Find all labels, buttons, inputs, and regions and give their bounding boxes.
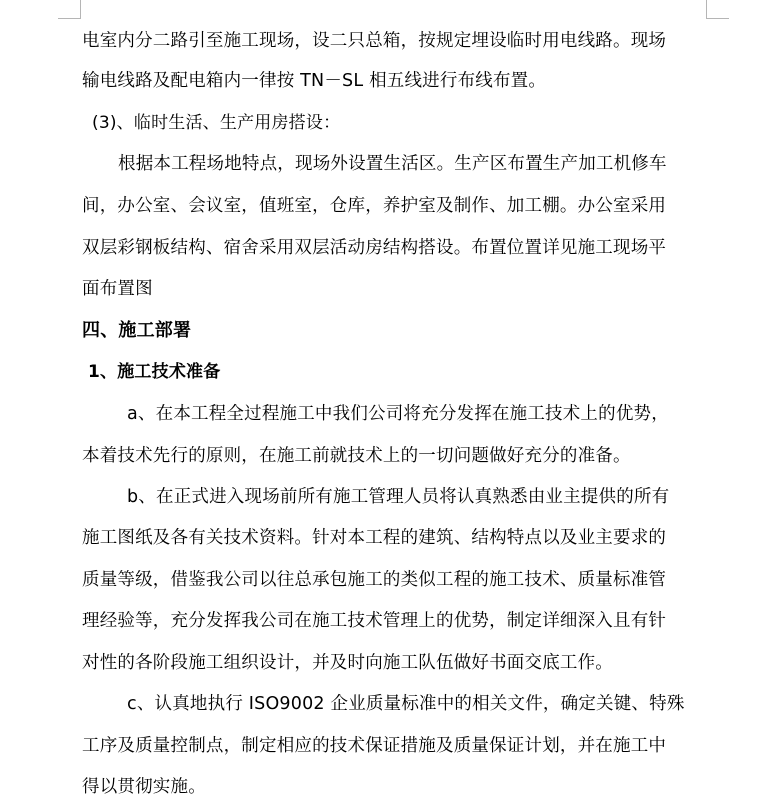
- chapter-heading: 四、施工部署: [82, 320, 192, 341]
- margin-corner-mark-top-right: [706, 0, 729, 19]
- body-text-line: b、在正式进入现场前所有施工管理人员将认真熟悉由业主提供的所有: [127, 487, 670, 507]
- body-text-line: 对性的各阶段施工组织设计，并及时向施工队伍做好书面交底工作。: [82, 653, 613, 673]
- body-text-line: c、认真地执行 ISO9002 企业质量标准中的相关文件，确定关键、特殊: [127, 694, 685, 714]
- body-text-line: 质量等级，借鉴我公司以往总承包施工的类似工程的施工技术、质量标准管: [82, 570, 667, 590]
- body-text-line: 双层彩钢板结构、宿舍采用双层活动房结构搭设。布置位置详见施工现场平: [82, 238, 667, 258]
- body-text-line: 施工图纸及各有关技术资料。针对本工程的建筑、结构特点以及业主要求的: [82, 528, 667, 548]
- body-text-line: 输电线路及配电箱内一律按 TN－SL 相五线进行布线布置。: [82, 71, 547, 91]
- margin-corner-mark-top-left: [58, 0, 81, 19]
- body-text-line: 面布置图: [82, 279, 153, 299]
- body-text-line: 得以贯彻实施。: [82, 777, 206, 797]
- section-heading: (3)、临时生活、生产用房搭设：: [92, 113, 341, 133]
- sub-heading: 1、施工技术准备: [88, 362, 221, 382]
- body-text-line: 本着技术先行的原则，在施工前就技术上的一切问题做好充分的准备。: [82, 446, 631, 466]
- body-text-line: 工序及质量控制点，制定相应的技术保证措施及质量保证计划，并在施工中: [82, 736, 667, 756]
- body-text-line: a、在本工程全过程施工中我们公司将充分发挥在施工技术上的优势，: [127, 404, 669, 424]
- body-text-line: 间，办公室、会议室，值班室，仓库，养护室及制作、加工棚。办公室采用: [82, 196, 667, 216]
- body-text-line: 理经验等，充分发挥我公司在施工技术管理上的优势，制定详细深入且有针: [82, 611, 667, 631]
- body-text-line: 电室内分二路引至施工现场，设二只总箱，按规定埋设临时用电线路。现场: [82, 31, 667, 51]
- body-text-line: 根据本工程场地特点，现场外设置生活区。生产区布置生产加工机修车: [118, 154, 667, 174]
